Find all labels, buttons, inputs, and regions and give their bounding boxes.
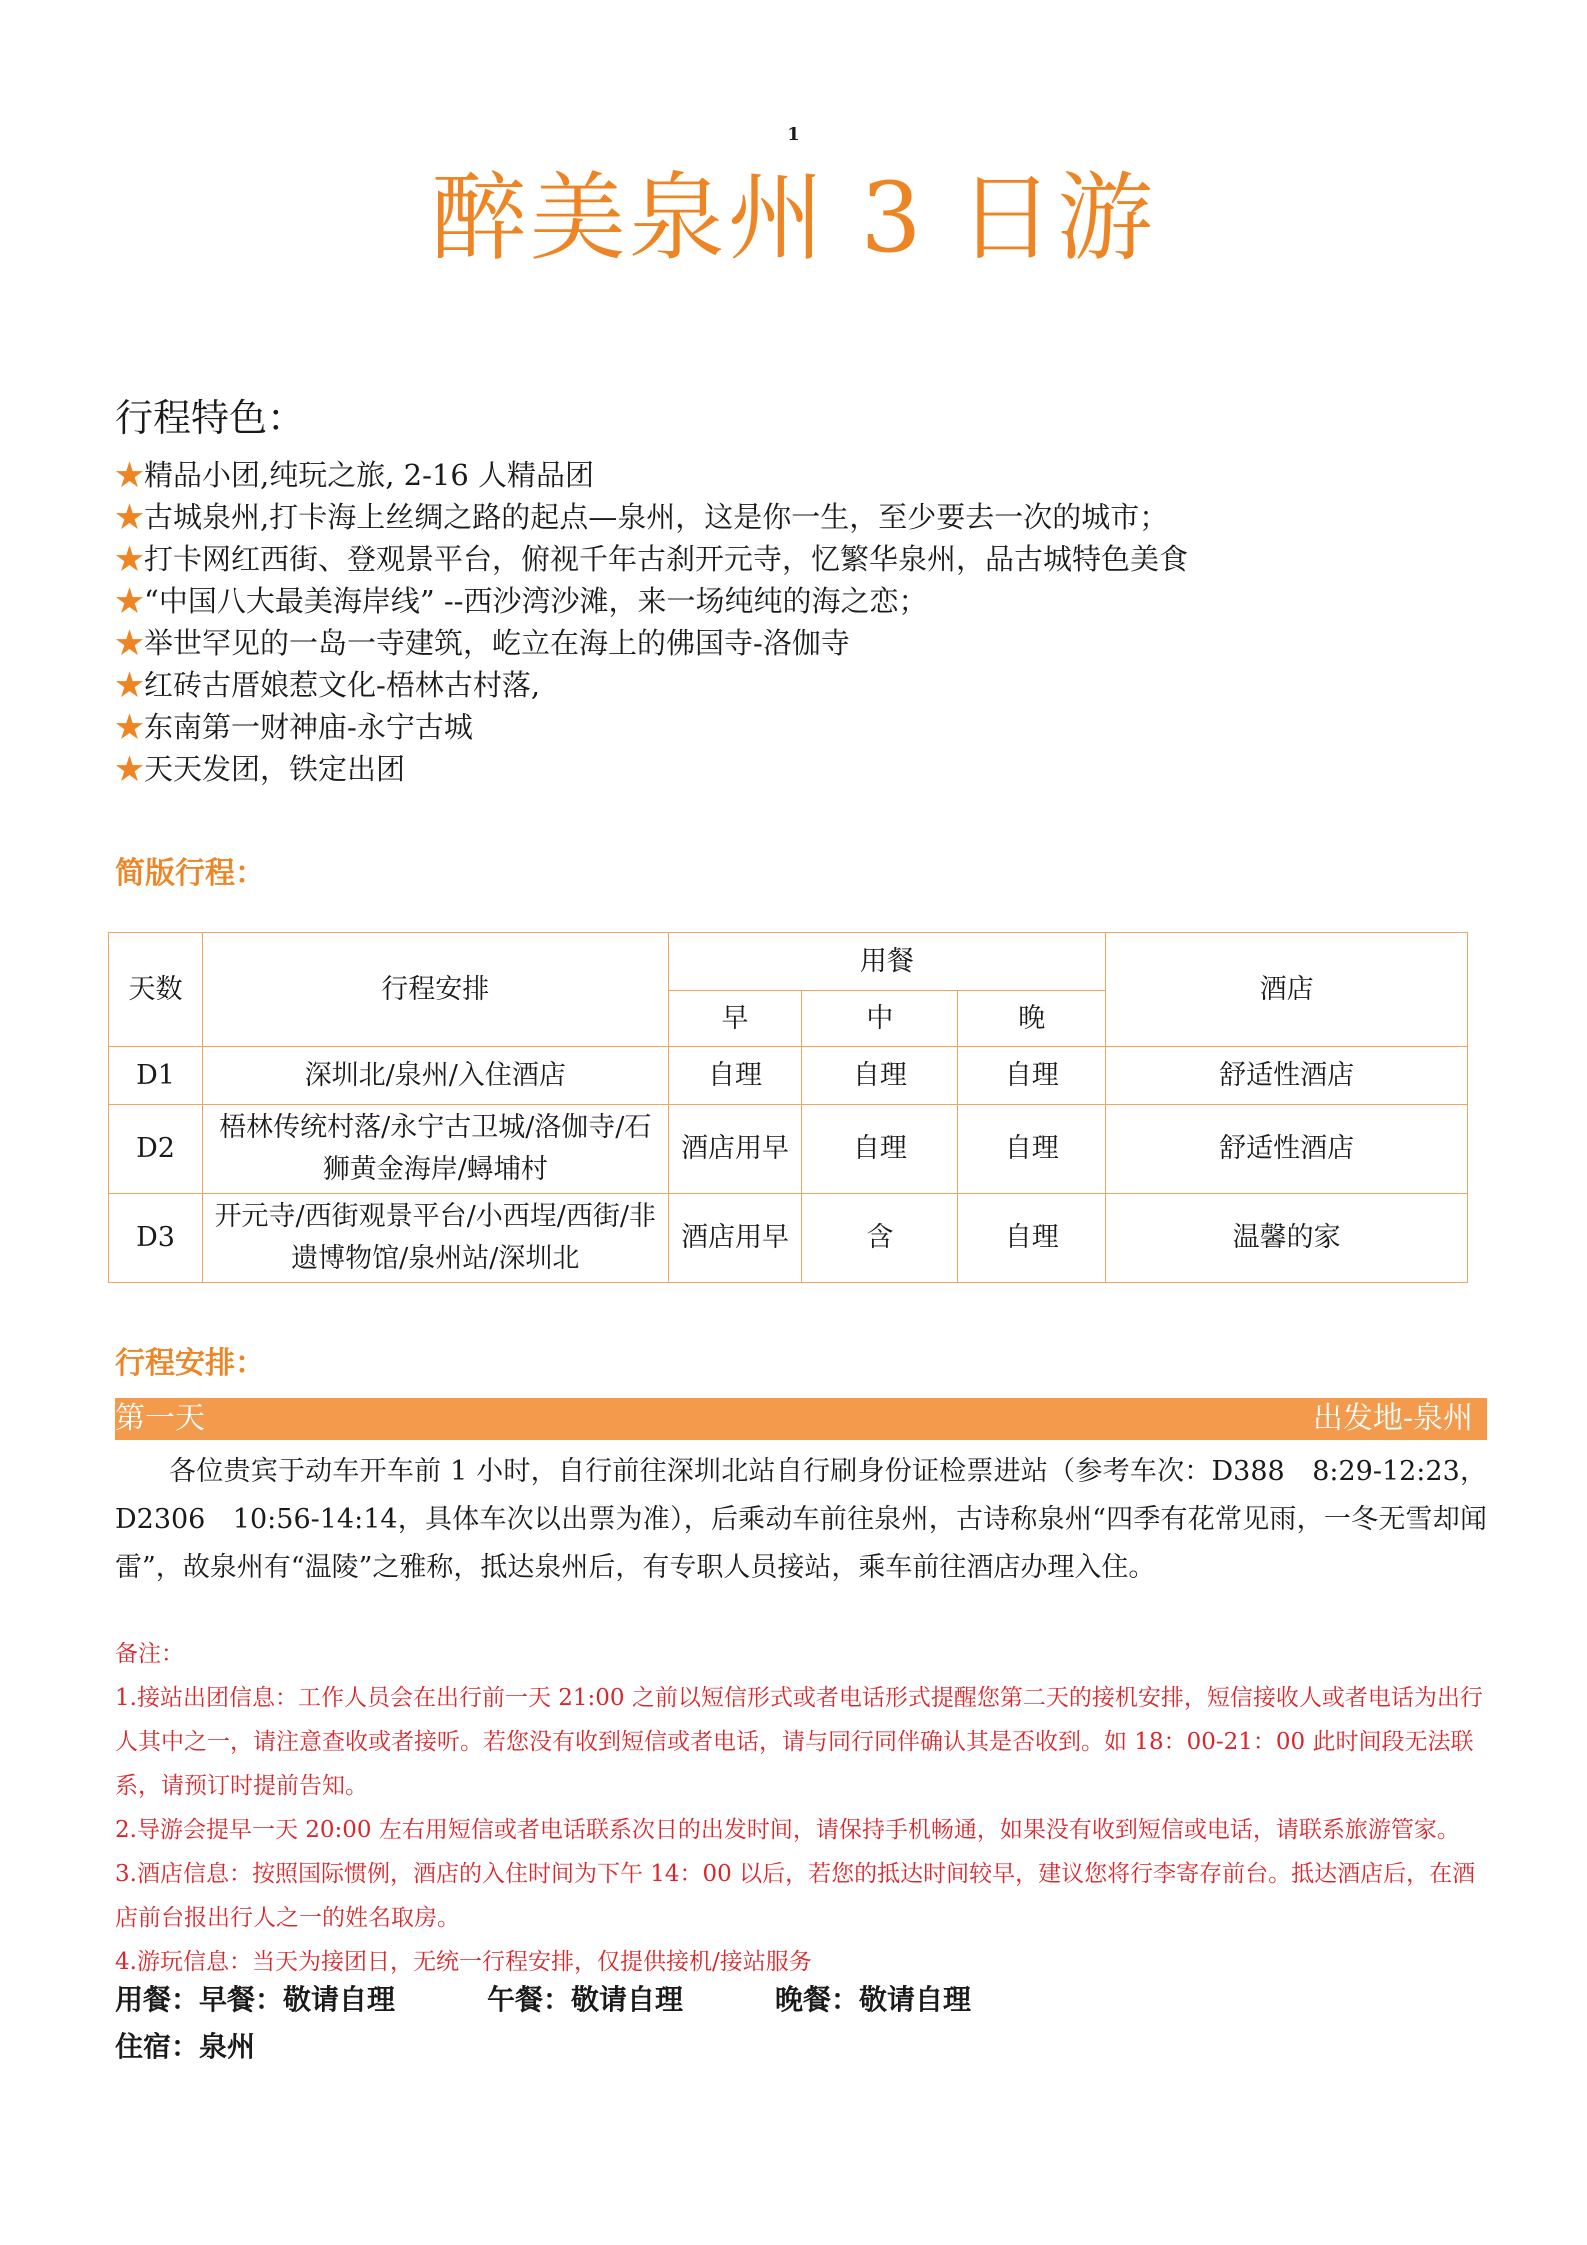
cell-breakfast: 酒店用早 (668, 1105, 802, 1194)
features-heading: 行程特色： (115, 396, 306, 440)
feature-item: ★打卡网红西街、登观景平台，俯视千年古刹开元寺，忆繁华泉州，品古城特色美食 (115, 542, 1189, 576)
header-dinner: 晚 (958, 991, 1106, 1047)
day1-description: 各位贵宾于动车开车前 1 小时，自行前往深圳北站自行刷身份证检票进站（参考车次：D388 8:29-12:23，D2306 10:56-14:14，具体车次以出票为准），后乘动车前往泉州，古诗称泉州“四季有花常见雨，一冬无雪却闻雷”，故泉州有“温陵”之雅称，抵达泉州后，有专职人员接站，乘车前往酒店办理入住。 (115, 1456, 1487, 1583)
star-icon: ★ (115, 752, 145, 786)
feature-item: ★红砖古厝娘惹文化-梧林古村落, (115, 668, 541, 702)
star-icon: ★ (115, 458, 145, 492)
cell-itinerary: 梧林传统村落/永宁古卫城/洛伽寺/石狮黄金海岸/蟳埔村 (202, 1105, 668, 1194)
star-icon: ★ (115, 626, 145, 660)
table-row (109, 1047, 1468, 1105)
cell-lunch: 自理 (802, 1105, 958, 1194)
note-item: 3.酒店信息：按照国际惯例，酒店的入住时间为下午 14：00 以后，若您的抵达时间较早，建议您将行李寄存前台。抵达酒店后，在酒店前台报出行人之一的姓名取房。 (115, 1861, 1476, 1931)
meal-dinner: 晚餐：敬请自理 (775, 1983, 972, 2016)
schedule-heading: 行程安排： (115, 1346, 265, 1381)
cell-lunch: 含 (802, 1194, 958, 1283)
meal-breakfast: 早餐：敬请自理 (199, 1983, 396, 2016)
cell-breakfast: 酒店用早 (668, 1194, 802, 1283)
meal-lunch: 午餐：敬请自理 (487, 1983, 684, 2016)
table-row (109, 1105, 1468, 1194)
header-itinerary: 行程安排 (202, 933, 668, 1047)
cell-hotel: 舒适性酒店 (1106, 1047, 1468, 1105)
star-icon: ★ (115, 500, 145, 534)
page-number: 1 (787, 124, 800, 145)
header-hotel: 酒店 (1106, 933, 1468, 1047)
feature-item: ★举世罕见的一岛一寺建筑，屹立在海上的佛国寺-洛伽寺 (115, 626, 850, 660)
notes-title: 备注： (115, 1641, 184, 1667)
feature-item: ★天天发团，铁定出团 (115, 752, 406, 786)
cell-day: D2 (109, 1105, 203, 1194)
day1-route: 出发地-泉州 (1312, 1401, 1473, 1436)
day1-lodging: 住宿：泉州 (115, 2030, 256, 2063)
feature-item: ★“中国八大最美海岸线” --西沙湾沙滩，来一场纯纯的海之恋； (115, 584, 928, 618)
meals-label: 用餐： (115, 1983, 200, 2016)
feature-item: ★东南第一财神庙-永宁古城 (115, 710, 473, 744)
summary-heading: 简版行程： (115, 856, 265, 891)
star-icon: ★ (115, 542, 145, 576)
feature-item: ★精品小团,纯玩之旅, 2-16 人精品团 (115, 458, 595, 492)
cell-day: D3 (109, 1194, 203, 1283)
table-row (109, 1194, 1468, 1283)
feature-item: ★古城泉州,打卡海上丝绸之路的起点—泉州，这是你一生，至少要去一次的城市； (115, 500, 1169, 534)
page-title: 醉美泉州 3 日游 (430, 162, 1157, 274)
day1-meals (115, 1978, 971, 2022)
cell-breakfast: 自理 (668, 1047, 802, 1105)
note-item: 2.导游会提早一天 20:00 左右用短信或者电话联系次日的出发时间，请保持手机畅通，如果没有收到短信或电话，请联系旅游管家。 (115, 1817, 1460, 1843)
cell-day: D1 (109, 1047, 203, 1105)
day1-label: 第一天 (115, 1401, 205, 1436)
cell-itinerary: 深圳北/泉州/入住酒店 (202, 1047, 668, 1105)
header-breakfast: 早 (668, 991, 802, 1047)
cell-dinner: 自理 (958, 1047, 1106, 1105)
cell-itinerary: 开元寺/西街观景平台/小西埕/西街/非遗博物馆/泉州站/深圳北 (202, 1194, 668, 1283)
star-icon: ★ (115, 668, 145, 702)
star-icon: ★ (115, 584, 145, 618)
cell-dinner: 自理 (958, 1194, 1106, 1283)
header-day: 天数 (109, 933, 203, 1047)
note-item: 1.接站出团信息：工作人员会在出行前一天 21:00 之前以短信形式或者电话形式提醒您第二天的接机安排，短信接收人或者电话为出行人其中之一，请注意查收或者接听。若您没有收到短信或者电话，请与同行同伴确认其是否收到。如 18：00-21：00 此时间段无法联系，请预订时提前告知。 (115, 1685, 1483, 1799)
cell-lunch: 自理 (802, 1047, 958, 1105)
header-lunch: 中 (802, 991, 958, 1047)
cell-hotel: 舒适性酒店 (1106, 1105, 1468, 1194)
cell-hotel: 温馨的家 (1106, 1194, 1468, 1283)
summary-table (108, 932, 1468, 1283)
header-meals: 用餐 (668, 933, 1106, 991)
cell-dinner: 自理 (958, 1105, 1106, 1194)
day1-notes (115, 1632, 1495, 1984)
day1-bar (115, 1398, 1487, 1440)
note-item: 4.游玩信息：当天为接团日，无统一行程安排，仅提供接机/接站服务 (115, 1949, 812, 1975)
features-section (115, 390, 1495, 790)
star-icon: ★ (115, 710, 145, 744)
